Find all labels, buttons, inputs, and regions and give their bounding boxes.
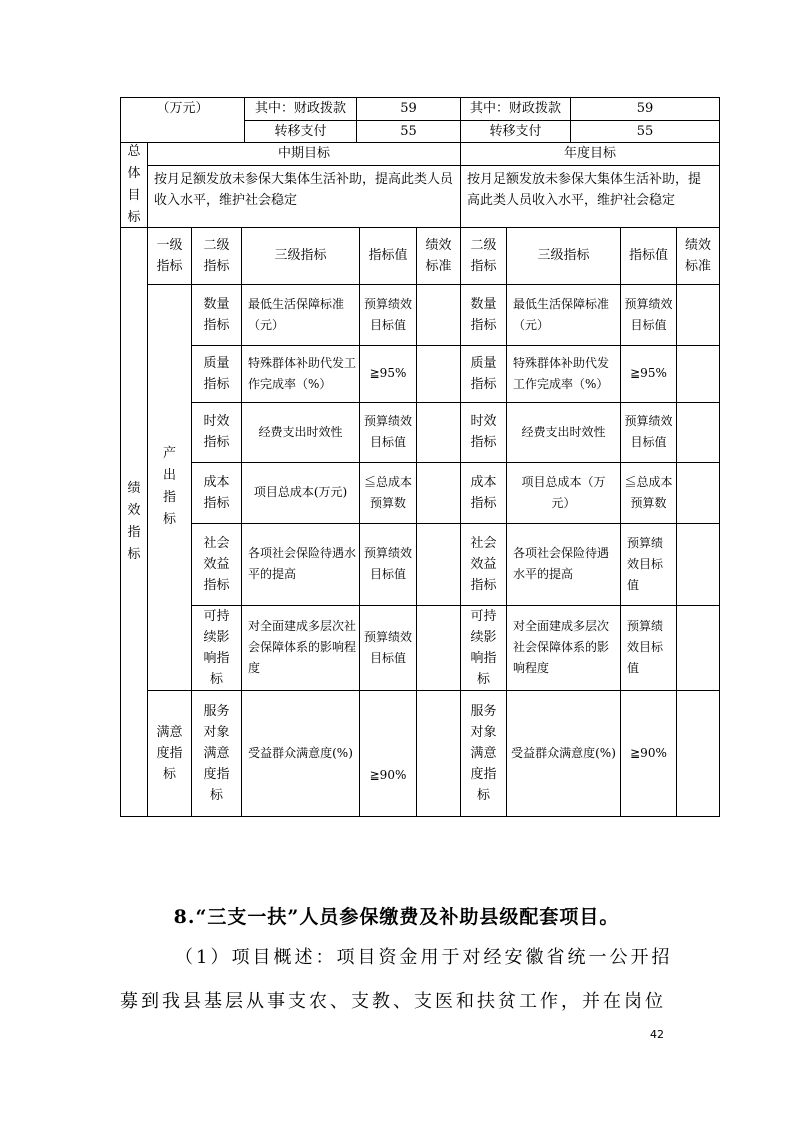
header-standard-year: 绩效标准: [684, 237, 711, 274]
row-quantity-l2-year: 数量指标: [470, 296, 497, 333]
row-quality-l2-mid: 质量指标: [203, 355, 230, 392]
paragraph-line-1: （1）项目概述：项目资金用于对经安徽省统一公开招: [175, 947, 673, 968]
header-level3-year: 三级指标: [537, 248, 590, 263]
header-level2-year: 二级指标: [470, 237, 497, 274]
satisfaction-indicator-label: 满意度指标: [156, 724, 183, 782]
row-quality-l3-year: 特殊群体补助代发工作完成率（%）: [513, 355, 610, 391]
row-social-l3-year: 各项社会保险待遇水平的提高: [513, 546, 610, 581]
year-goal-header: 年度目标: [563, 146, 616, 161]
mid-transfer-label: 转移支付: [274, 123, 327, 139]
section-heading: 8.“三支一扶”人员参保缴费及补助县级配套项目。: [173, 906, 620, 928]
row-social-value-mid: 预算绩效目标值: [363, 546, 412, 581]
row-social-l2-year: 社会效益指标: [470, 535, 497, 593]
output-indicator-label: 产出指标: [162, 446, 176, 527]
row-social-l3-mid: 各项社会保险待遇水平的提高: [248, 546, 357, 581]
row-quality-l2-year: 质量指标: [470, 355, 497, 392]
mid-fiscal-value: 59: [400, 101, 417, 116]
row-cost-l3-year: 项目总成本（万元）: [521, 474, 606, 510]
overall-goal-label: 总体目标: [127, 143, 141, 225]
row-sustainable-l3-mid: 对全面建成多层次社会保障体系的影响程度: [248, 619, 357, 675]
row-timeliness-l3-mid: 经费支出时效性: [258, 424, 343, 439]
row-satisfaction-l3-year: 受益群众满意度(%): [511, 745, 616, 760]
row-quantity-value-mid: 预算绩效目标值: [363, 296, 412, 332]
row-social-l2-mid: 社会效益指标: [203, 535, 230, 593]
fund-label: （万元）: [156, 101, 209, 116]
row-cost-l3-mid: 项目总成本(万元): [253, 485, 348, 499]
table-rule: [676, 227, 677, 817]
mid-goal-text: 按月足额发放未参保大集体生活补助，提高此类人员收入水平，维护社会稳定: [154, 172, 454, 208]
row-satisfaction-l2-year: 服务对象满意度指标: [470, 703, 497, 803]
row-sustainable-l3-year: 对全面建成多层次社会保障体系的影响程度: [513, 619, 610, 675]
row-quantity-l3-year: 最低生活保障标准（元）: [513, 296, 610, 332]
row-social-value-year: 预算绩效目标值: [627, 535, 664, 592]
row-sustainable-value-mid: 预算绩效目标值: [363, 629, 412, 665]
year-goal-text: 按月足额发放未参保大集体生活补助，提高此类人员收入水平，维护社会稳定: [467, 172, 702, 208]
header-value-mid: 指标值: [368, 248, 408, 263]
row-quantity-l2-mid: 数量指标: [203, 296, 230, 333]
row-quantity-l3-mid: 最低生活保障标准（元）: [248, 296, 345, 332]
mid-goal-header: 中期目标: [277, 146, 330, 161]
row-quantity-value-year: 预算绩效目标值: [624, 296, 673, 332]
row-satisfaction-l2-mid: 服务对象满意度指标: [203, 703, 230, 803]
table-rule: [120, 816, 719, 817]
table-rule: [719, 97, 720, 817]
row-timeliness-value-mid: 预算绩效目标值: [363, 414, 412, 449]
row-timeliness-l3-year: 经费支出时效性: [521, 424, 606, 439]
perf-indicator-label: 绩效指标: [127, 480, 141, 562]
page-number: 42: [650, 1028, 664, 1041]
header-level3-mid: 三级指标: [274, 248, 327, 263]
row-quality-value-year: ≧95%: [630, 366, 667, 380]
row-timeliness-value-year: 预算绩效目标值: [624, 414, 673, 449]
row-satisfaction-value-year: ≧90%: [630, 745, 667, 760]
paragraph-line-2: 募到我县基层从事支农、支教、支医和扶贫工作，并在岗位: [120, 991, 666, 1012]
row-satisfaction-value-mid: ≧90%: [369, 767, 407, 782]
row-satisfaction-l3-mid: 受益群众满意度(%): [248, 745, 353, 760]
row-timeliness-l2-mid: 时效指标: [203, 414, 230, 450]
mid-transfer-value: 55: [400, 123, 417, 139]
header-level1: 一级指标: [156, 237, 183, 274]
header-level2-mid: 二级指标: [203, 237, 230, 274]
row-sustainable-value-year: 预算绩效目标值: [627, 619, 664, 675]
row-sustainable-l2-mid: 可持续影响指标: [203, 608, 230, 687]
header-standard-mid: 绩效标准: [425, 237, 452, 274]
row-cost-l2-mid: 成本指标: [203, 474, 230, 511]
row-cost-value-year: ≦总成本预算数: [624, 474, 673, 510]
year-fiscal-value: 59: [636, 101, 654, 116]
row-timeliness-l2-year: 时效指标: [470, 414, 497, 450]
row-sustainable-l2-year: 可持续影响指标: [470, 608, 497, 687]
table-rule: [416, 227, 417, 817]
year-transfer-label: 转移支付: [489, 123, 542, 139]
header-value-year: 指标值: [628, 248, 668, 263]
year-fiscal-label: 其中：财政拨款: [469, 101, 561, 116]
row-quality-l3-mid: 特殊群体补助代发工作完成率（%）: [248, 355, 357, 391]
row-quality-value-mid: ≧95%: [369, 366, 407, 380]
row-cost-value-mid: ≦总成本预算数: [363, 474, 412, 510]
mid-fiscal-label: 其中：财政拨款: [254, 101, 346, 116]
row-cost-l2-year: 成本指标: [470, 474, 497, 511]
year-transfer-value: 55: [636, 123, 654, 139]
